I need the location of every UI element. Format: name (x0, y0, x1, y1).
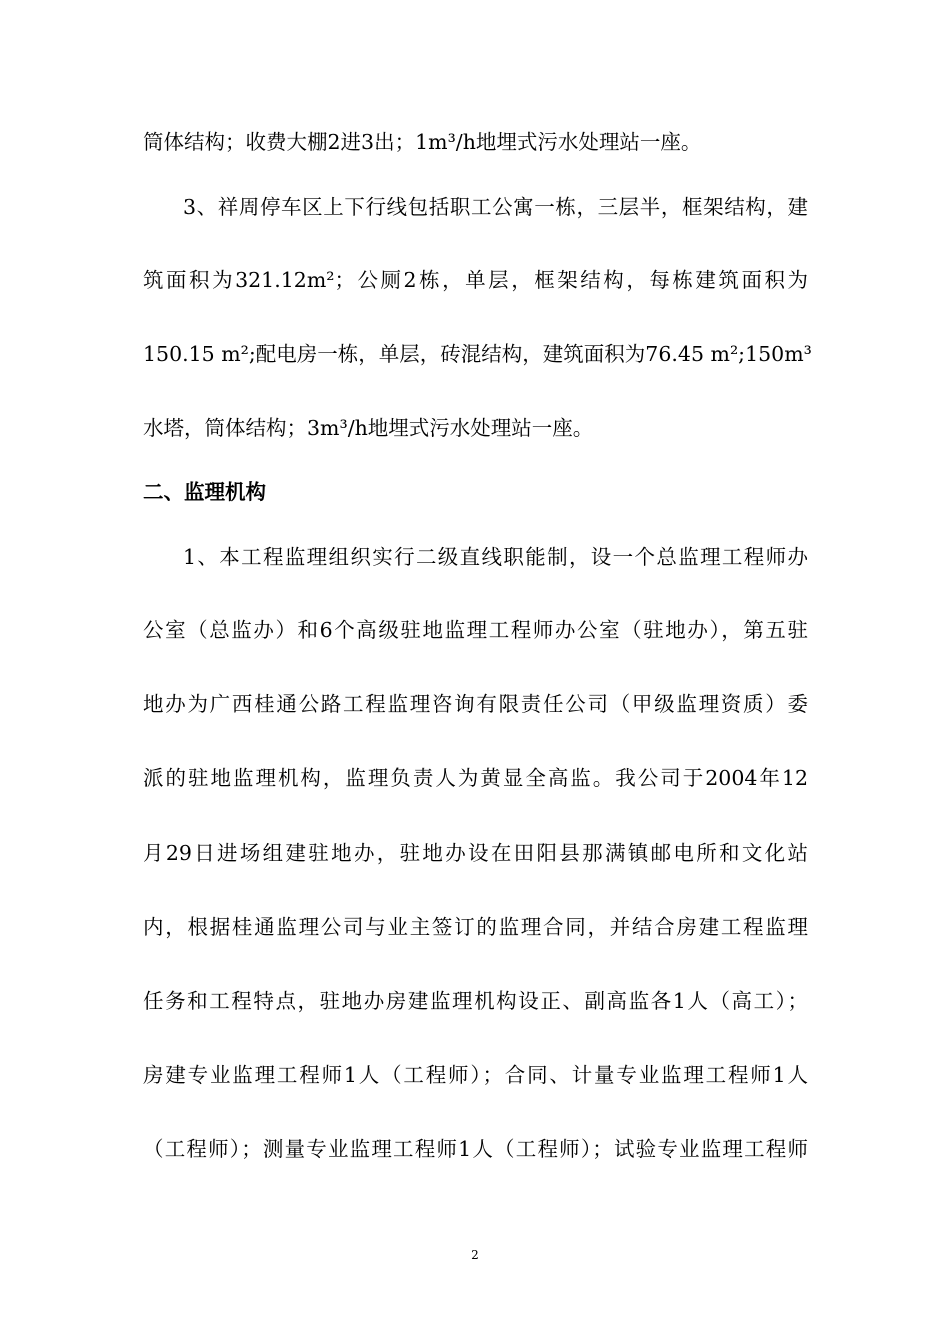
paragraph-line: 任务和工程特点，驻地办房建监理机构设正、副高监各1人（高工）； (143, 989, 808, 1013)
paragraph-line: 地办为广西桂通公路工程监理咨询有限责任公司（甲级监理资质）委 (143, 692, 808, 716)
paragraph-line: 月29日进场组建驻地办，驻地办设在田阳县那满镇邮电所和文化站 (143, 841, 808, 865)
paragraph-line: 1、本工程监理组织实行二级直线职能制，设一个总监理工程师办 (183, 545, 808, 569)
paragraph-line: 筑面积为321.12m²；公厕2栋，单层，框架结构，每栋建筑面积为 (143, 268, 808, 292)
paragraph-line: 3、祥周停车区上下行线包括职工公寓一栋，三层半，框架结构，建 (183, 195, 808, 219)
paragraph-line: 公室（总监办）和6个高级驻地监理工程师办公室（驻地办），第五驻 (143, 618, 808, 642)
page-number: 2 (471, 1248, 479, 1262)
paragraph-line: 150.15 m²;配电房一栋，单层，砖混结构，建筑面积为76.45 m²;150m³ (143, 342, 812, 366)
section-heading: 二、监理机构 (143, 480, 266, 504)
paragraph-line: 房建专业监理工程师1人（工程师）；合同、计量专业监理工程师1人 (143, 1063, 808, 1087)
paragraph-line: 内，根据桂通监理公司与业主签订的监理合同，并结合房建工程监理 (143, 915, 808, 939)
paragraph-line: 水塔，筒体结构；3m³/h地埋式污水处理站一座。 (143, 416, 594, 440)
paragraph-line: 派的驻地监理机构，监理负责人为黄显全高监。我公司于2004年12 (143, 766, 808, 790)
paragraph-line: 筒体结构；收费大棚2进3出；1m³/h地埋式污水处理站一座。 (143, 130, 702, 154)
paragraph-line: （工程师）；测量专业监理工程师1人（工程师）；试验专业监理工程师 (143, 1137, 808, 1161)
